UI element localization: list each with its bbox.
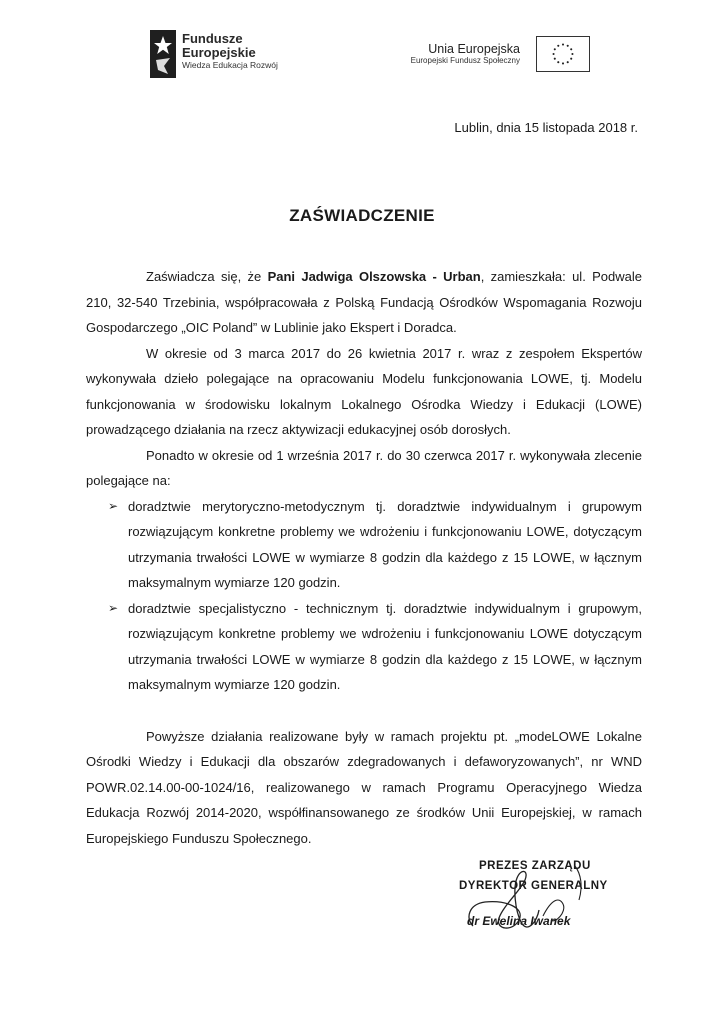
paragraph-project-info: Powyższe działania realizowane były w ramach projektu pt. „modeLOWE Lokalne Ośrodki Wiedzy i Edukacji dla obszarów zdegradowanych i defaworyzowanych”, nr WND POWR.02.14.00-00-1024/16, realizowanego w ramach Programu Operacyjnego Wiedza Edukacja Rozwój 2014-2020, współfinansowanego ze środków Unii Europejskiej, w ramach Europejskiego Funduszu Społecznego. xyxy=(86,728,642,846)
document-body xyxy=(86,264,642,851)
list-item-text: doradztwie merytoryczno-metodycznym tj. doradztwie indywidualnym i grupowym rozwiązującym konkretne problemy we wdrożeniu i funkcjonowaniu LOWE, dotyczącym utrzymania trwałości LOWE w wymiarze 8 godzin dla każdego z 15 LOWE, w łącznym maksymalnym wymiarze 120 godzin. xyxy=(128,498,642,590)
eu-logo xyxy=(400,36,590,76)
fe-logo-line3: Wiedza Edukacja Rozwój xyxy=(182,60,278,71)
arrow-bullet-icon: ➢ xyxy=(108,600,119,615)
document-title: ZAŚWIADCZENIE xyxy=(289,206,435,225)
paragraph-certification-pre: Zaświadcza się, że xyxy=(146,269,268,284)
fe-logo-text xyxy=(182,32,278,70)
fe-logo-line1: Fundusze xyxy=(182,31,243,46)
stamp-line-position: PREZES ZARZĄDU xyxy=(479,860,591,872)
paragraph-certification xyxy=(86,264,642,341)
eu-flag-icon xyxy=(536,36,590,72)
person-name: Pani Jadwiga Olszowska - Urban xyxy=(267,269,481,284)
paragraph-contract-intro: Ponadto w okresie od 1 września 2017 r. do 30 czerwca 2017 r. wykonywała zlecenie polegające na: xyxy=(86,447,642,488)
eu-logo-title: Unia Europejska xyxy=(428,42,520,56)
arrow-bullet-icon: ➢ xyxy=(108,498,119,513)
paragraph-certification-post: , zamieszkała: ul. Podwale 210, 32-540 Trzebinia, współpracowała z Polską Fundacją Ośrodków Wspomagania Rozwoju Gospodarczego „OIC Poland” w Lublinie jako Ekspert i Doradca. xyxy=(86,269,642,335)
list-item xyxy=(86,494,642,596)
list-item-text: doradztwie specjalistyczno - technicznym tj. doradztwie indywidualnym i grupowym, rozwiązującym konkretne problemy we wdrożeniu i funkcjonowaniu LOWE dotyczącym utrzymania trwałości LOWE w wymiarze 8 godzin dla każdego z 15 LOWE, w łącznym maksymalnym wymiarze 120 godzin. xyxy=(128,600,642,692)
services-list xyxy=(86,494,642,698)
fe-star-mark-icon xyxy=(150,30,176,78)
document-date: Lublin, dnia 15 listopada 2018 r. xyxy=(454,120,638,135)
signature-stamp xyxy=(455,860,655,940)
fe-logo-line2: Europejskie xyxy=(182,44,256,60)
list-item xyxy=(86,596,642,698)
paragraph-model-work: W okresie od 3 marca 2017 do 26 kwietnia 2017 r. wraz z zespołem Ekspertów wykonywała dzieło polegające na opracowaniu Modelu funkcjonowania LOWE, tj. Modelu funkcjonowania w środowisku lokalnym Lokalnego Ośrodka Wiedzy i Edukacji (LOWE) prowadzącego działania na rzecz aktywizacji edukacyjnej osób dorosłych. xyxy=(86,345,642,437)
stamp-line-role: DYREKTOR GENERALNY xyxy=(459,880,608,892)
stamp-line-name: dr Ewelina Iwanek xyxy=(467,914,571,928)
letterhead xyxy=(0,0,724,100)
spacer xyxy=(86,698,642,724)
fundusze-europejskie-logo xyxy=(150,30,290,82)
handwritten-signature-icon xyxy=(455,860,655,940)
eu-logo-subtitle: Europejski Fundusz Społeczny xyxy=(410,56,520,66)
eu-logo-text xyxy=(411,42,520,66)
